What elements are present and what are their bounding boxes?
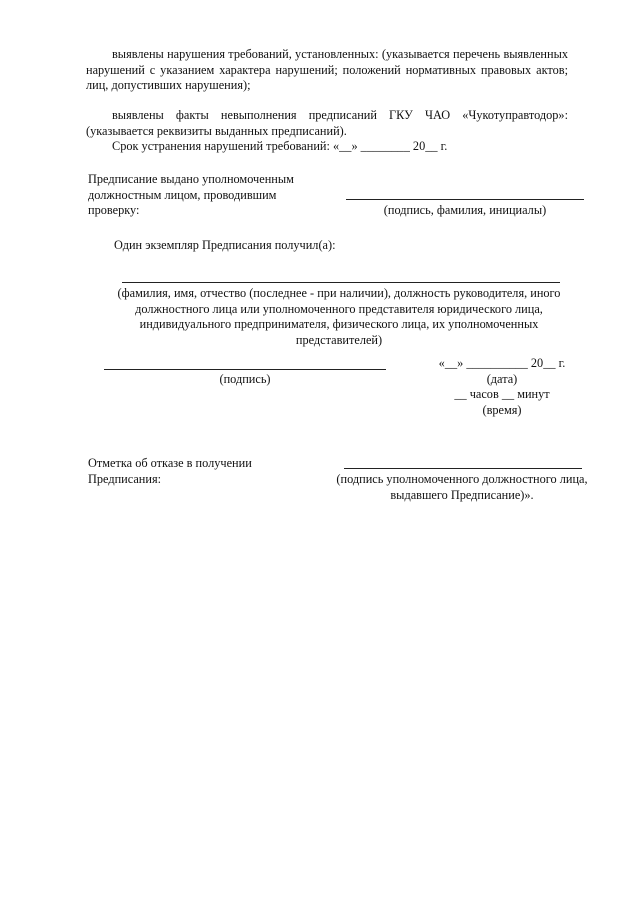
date-line: «__» __________ 20__ г. xyxy=(438,356,566,370)
refusal-label xyxy=(88,456,318,487)
refusal-caption: (подпись уполномоченного должностного лица, выдавшего Предписание)». xyxy=(336,472,588,502)
issued-by-label-line1: Предписание выдано уполномоченным xyxy=(88,172,294,186)
recipient-caption: (фамилия, имя, отчество (последнее - при наличии), должность руководителя, иного должностного лица или уполномоченного представителя юридического лица, индивидуального предпринимателя, физического лица, их уполномоченных представителей) xyxy=(117,286,561,347)
issued-by-signature-line xyxy=(346,199,584,200)
refusal-label-line1: Отметка об отказе в получении xyxy=(88,456,252,470)
received-heading: Один экземпляр Предписания получил(а): xyxy=(114,238,336,252)
time-caption: (время) xyxy=(482,403,522,417)
deadline-line: Срок устранения нарушений требований: «__» ________ 20__ г. xyxy=(112,139,448,153)
violations-paragraph: выявлены нарушения требований, установленных: (указывается перечень выявленных нарушений с указанием характера нарушений; положений нормативных правовых актов; лиц, допустивших нарушения); xyxy=(86,47,568,92)
issued-by-label-line2: должностным лицом, проводившим xyxy=(88,187,277,202)
issued-by-label-line3: проверку: xyxy=(88,203,140,217)
recipient-signature-line xyxy=(104,369,386,370)
issued-by-label xyxy=(88,172,328,219)
unfulfilled-orders-paragraph: выявлены факты невыполнения предписаний ГКУ ЧАО «Чукотуправтодор»: (указывается реквизиты выданных предписаний). xyxy=(86,108,568,138)
issued-by-caption: (подпись, фамилия, инициалы) xyxy=(383,203,547,217)
recipient-name-line xyxy=(122,282,560,283)
date-caption: (дата) xyxy=(486,372,518,386)
refusal-signature-line xyxy=(344,468,582,469)
refusal-label-line2: Предписания: xyxy=(88,471,162,486)
time-line: __ часов __ минут xyxy=(454,387,550,401)
recipient-signature-caption: (подпись) xyxy=(219,372,271,386)
